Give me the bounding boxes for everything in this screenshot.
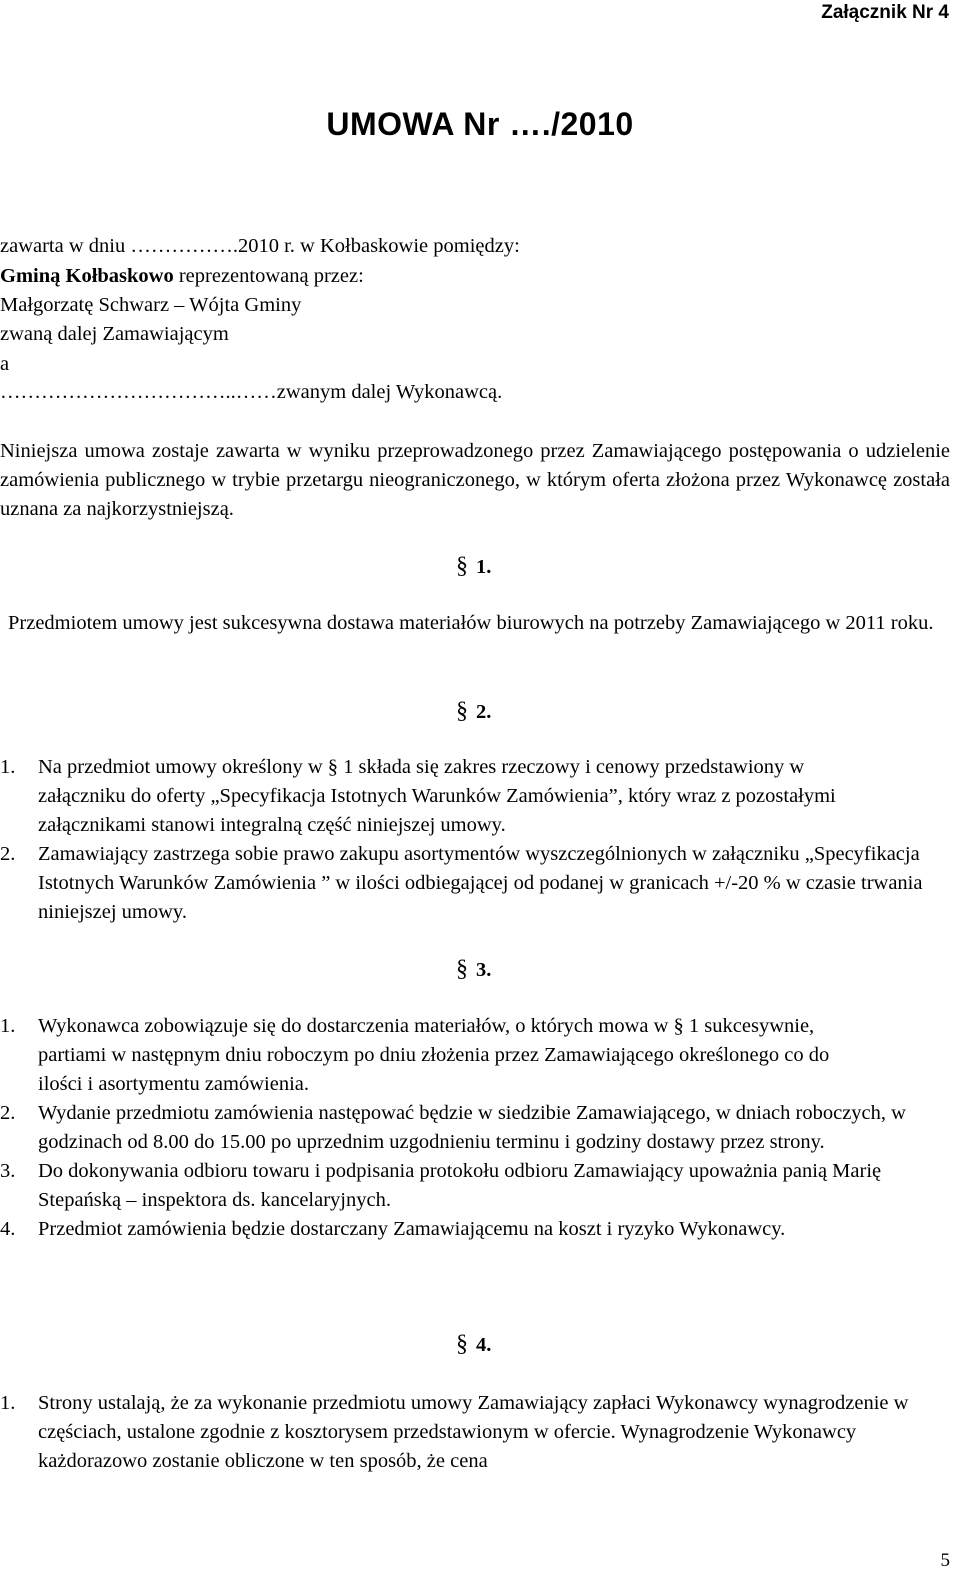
preamble-contractor-line: ……………………………..……zwanym dalej Wykonawcą. bbox=[0, 381, 503, 403]
represented-by-text: reprezentowaną przez: bbox=[173, 265, 364, 287]
section-symbol: § bbox=[456, 553, 468, 579]
preamble-date-line: zawarta w dniu …………….2010 r. w Kołbaskowie pomiędzy: bbox=[0, 235, 520, 257]
list-item: 2. Wydanie przedmiotu zamówienia następować będzie w siedzibie Zamawiającego, w dniach roboczych, w godzinach od 8.00 do 15.00 po uprzednim uzgodnieniu terminu i godziny dostawy przez strony. bbox=[0, 1102, 906, 1153]
list-item: 4. Przedmiot zamówienia będzie dostarczany Zamawiającemu na koszt i ryzyko Wykonawcy. bbox=[0, 1218, 786, 1240]
section-1-heading: § 1. bbox=[456, 553, 492, 579]
municipality-name: Gminą Kołbaskowo bbox=[0, 265, 174, 287]
section-3-list bbox=[0, 1012, 950, 1244]
section-2-list bbox=[0, 753, 950, 927]
list-item: 1. Strony ustalają, że za wykonanie przedmiotu umowy Zamawiający zapłaci Wykonawcy wynagrodzenie w częściach, ustalone zgodnie z kosztorysem przedstawionym w ofercie. Wynagrodzenie Wykonawcy każdorazowo zostanie obliczone w ten sposób, że cena bbox=[0, 1392, 909, 1472]
intro-paragraph: Niniejsza umowa zostaje zawarta w wyniku przeprowadzonego przez Zamawiającego postępowania o udzielenie zamówienia publicznego w trybie przetargu nieograniczonego, w którym oferta złożona przez Wykonawcę została uznana za najkorzystniejszą. bbox=[0, 440, 950, 520]
section-2-heading: § 2. bbox=[456, 698, 492, 724]
section-1-text: Przedmiotem umowy jest sukcesywna dostawa materiałów biurowych na potrzeby Zamawiającego w 2011 roku. bbox=[8, 612, 934, 634]
section-4-list bbox=[0, 1389, 950, 1476]
list-item: 1. Wykonawca zobowiązuje się do dostarczenia materiałów, o których mowa w § 1 sukcesywnie, partiami w następnym dniu roboczym po dniu złożenia przez Zamawiającego określonego co do ilości i asortymentu zamówienia. bbox=[0, 1015, 830, 1095]
section-4-heading: § 4. bbox=[456, 1331, 492, 1357]
section-symbol: § bbox=[456, 956, 468, 982]
preamble-ordering-party-line: zwaną dalej Zamawiającym bbox=[0, 323, 229, 345]
list-item: 1. Na przedmiot umowy określony w § 1 składa się zakres rzeczowy i cenowy przedstawiony w załączniku do oferty „Specyfikacja Istotnych Warunków Zamówienia”, który wraz z pozostałymi załącznikami stanowi integralną część niniejszej umowy. bbox=[0, 756, 836, 836]
section-symbol: § bbox=[456, 698, 468, 724]
page-number: 5 bbox=[940, 1550, 950, 1571]
preamble-representative-line: Małgorzatę Schwarz – Wójta Gminy bbox=[0, 294, 302, 316]
document-title: UMOWA Nr …./2010 bbox=[326, 106, 634, 142]
annex-label: Załącznik Nr 4 bbox=[821, 2, 949, 23]
section-3-heading: § 3. bbox=[456, 956, 492, 982]
section-symbol: § bbox=[456, 1331, 468, 1357]
list-item: 2. Zamawiający zastrzega sobie prawo zakupu asortymentów wyszczególnionych w załączniku „Specyfikacja Istotnych Warunków Zamówienia ” w ilości odbiegającej od podanej w granicach +/-20 % w czasie trwania niniejszej umowy. bbox=[0, 843, 923, 923]
preamble-party-line bbox=[0, 262, 364, 291]
preamble-and-line: a bbox=[0, 353, 10, 375]
list-item: 3. Do dokonywania odbioru towaru i podpisania protokołu odbioru Zamawiający upoważnia panią Marię Stepańską – inspektora ds. kancelaryjnych. bbox=[0, 1160, 882, 1211]
